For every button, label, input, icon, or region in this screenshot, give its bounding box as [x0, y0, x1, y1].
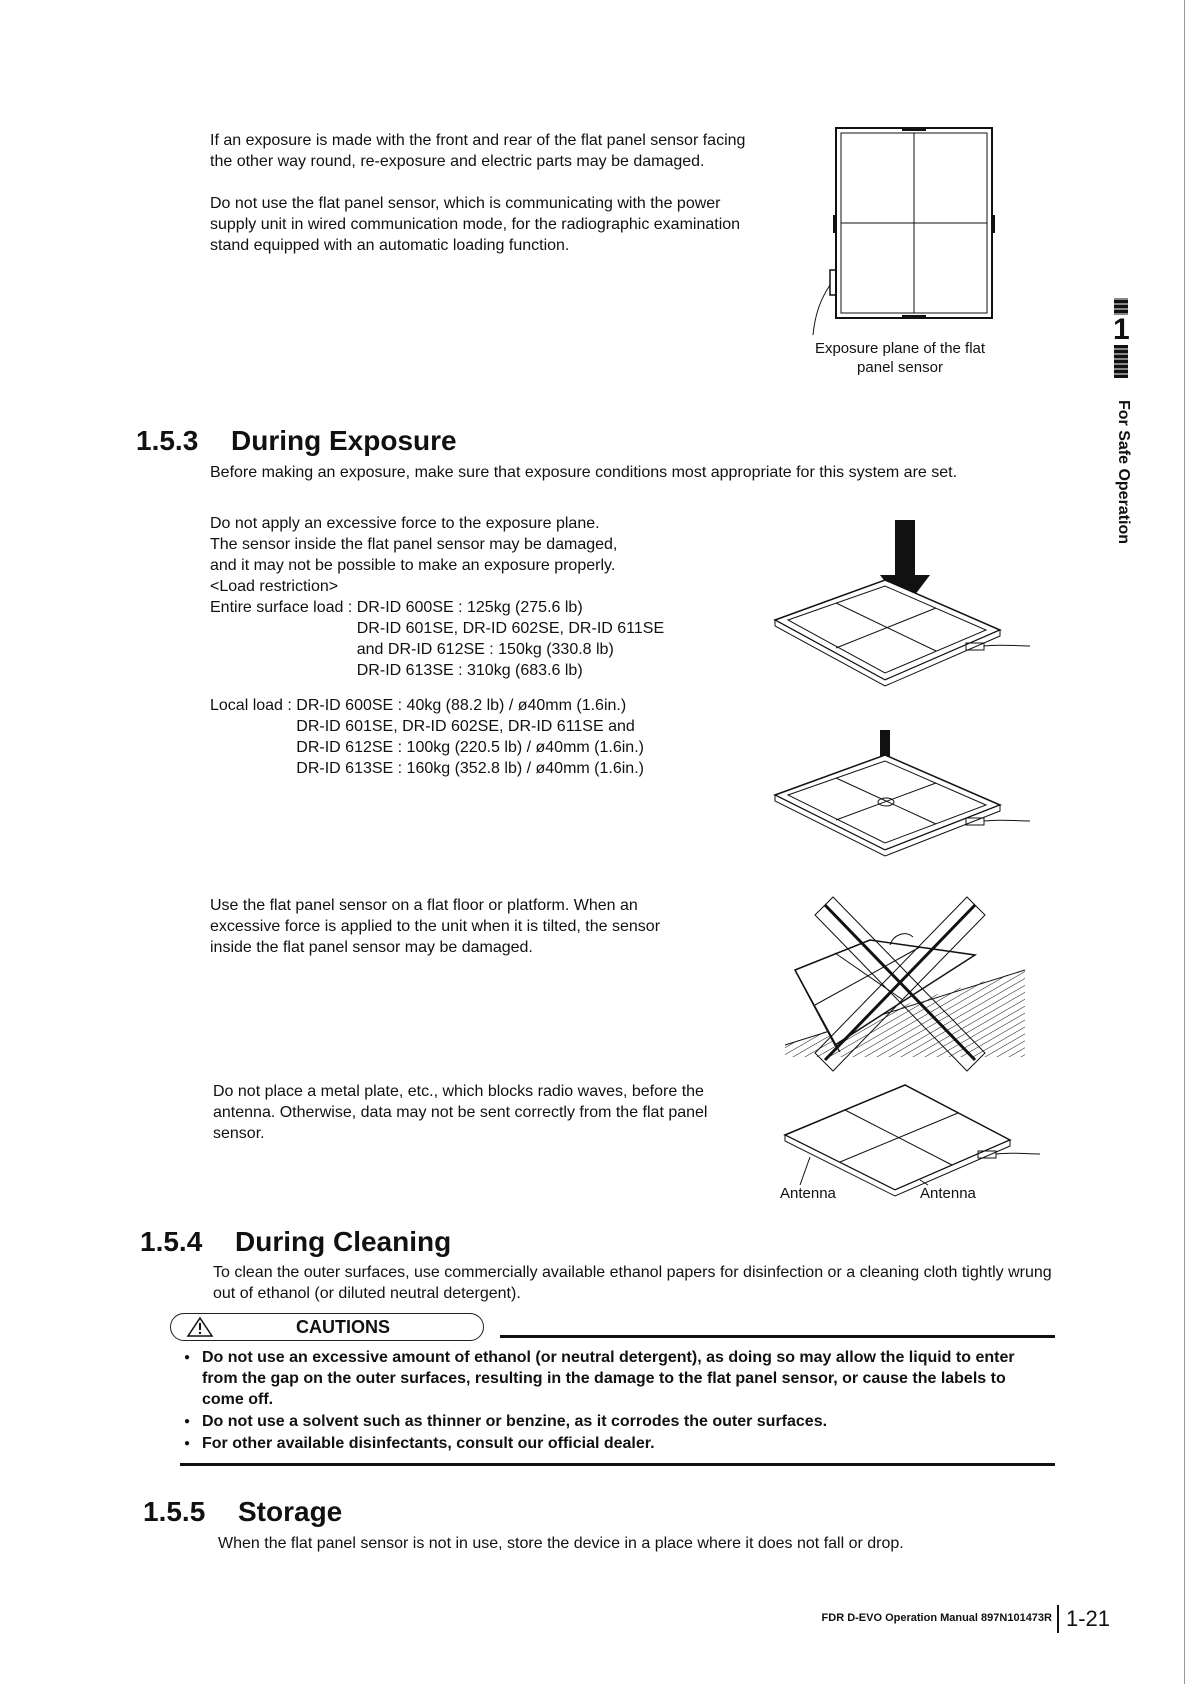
local-load-value: DR-ID 613SE : 160kg (352.8 lb) / ø40mm (1.6in.)	[296, 760, 644, 777]
force-line: and it may not be possible to make an exposure properly.	[210, 557, 616, 574]
cautions-box	[170, 1313, 484, 1341]
section-number: 1.5.3	[136, 425, 199, 456]
chapter-title: For Safe Operation	[1115, 400, 1132, 545]
antenna-label-left: Antenna	[780, 1185, 836, 1202]
section-heading-155	[143, 1496, 342, 1528]
intro-paragraph-1: If an exposure is made with the front and rear of the flat panel sensor facing the other way round, re-exposure and electric parts may be damaged.	[210, 132, 746, 170]
cautions-list	[180, 1347, 1050, 1455]
force-line: Do not apply an excessive force to the exposure plane.	[210, 515, 600, 532]
section-number: 1.5.5	[143, 1496, 206, 1527]
flat-floor-warning: Use the flat panel sensor on a flat floor or platform. When an excessive force is applied to the unit when it is tilted, the sensor inside the flat panel sensor may be damaged.	[210, 897, 661, 956]
local-load	[210, 695, 770, 779]
antenna-label-right: Antenna	[920, 1185, 976, 1202]
warning-triangle-icon	[187, 1317, 213, 1337]
section-heading-153	[136, 425, 457, 457]
entire-load-value: DR-ID 613SE : 310kg (683.6 lb)	[356, 662, 583, 679]
chapter-number: 1	[1113, 313, 1130, 346]
section-number: 1.5.4	[140, 1226, 203, 1257]
cleaning-intro: To clean the outer surfaces, use commercially available ethanol papers for disinfection or a cleaning cloth tightly wrung out of ethanol (or diluted neutral detergent).	[213, 1264, 1052, 1302]
entire-load-figure	[770, 520, 1030, 690]
caution-item: ● Do not use an excessive amount of ethanol (or neutral detergent), as doing so may allow the liquid to enter from the gap on the outer surfaces, resulting in the damage to the flat panel sensor, or cause the labels to come off.	[180, 1347, 1050, 1410]
local-load-value: DR-ID 600SE : 40kg (88.2 lb) / ø40mm (1.6in.)	[296, 697, 627, 714]
load-restriction-heading: <Load restriction>	[210, 578, 339, 595]
entire-load-value: and DR-ID 612SE : 150kg (330.8 lb)	[356, 641, 614, 658]
force-line: The sensor inside the flat panel sensor may be damaged,	[210, 536, 618, 553]
entire-load-value: DR-ID 601SE, DR-ID 602SE, DR-ID 611SE	[356, 620, 665, 637]
entire-load-label: Entire surface load :	[210, 599, 357, 616]
entire-surface-load	[210, 597, 770, 681]
metal-plate-warning: Do not place a metal plate, etc., which blocks radio waves, before the antenna. Otherwise, data may not be sent correctly from the flat panel sensor.	[213, 1083, 708, 1142]
figure-caption: Exposure plane of the flat panel sensor	[814, 340, 986, 376]
cautions-bottom-rule	[180, 1463, 1055, 1466]
intro-text	[210, 130, 750, 256]
cautions-label: CAUTIONS	[296, 1317, 390, 1337]
tilted-sensor-figure	[785, 895, 1025, 1070]
footer-divider	[1057, 1605, 1059, 1633]
antenna-figure	[780, 1080, 1040, 1195]
section-title: During Cleaning	[235, 1226, 452, 1257]
caution-item: ● Do not use a solvent such as thinner or benzine, as it corrodes the outer surfaces.	[180, 1411, 1050, 1432]
section-title: During Exposure	[231, 425, 457, 456]
local-load-value: DR-ID 612SE : 100kg (220.5 lb) / ø40mm (1.6in.)	[296, 739, 644, 756]
local-load-value: DR-ID 601SE, DR-ID 602SE, DR-ID 611SE and	[296, 718, 635, 735]
exposure-intro: Before making an exposure, make sure that exposure conditions most appropriate for this system are set.	[210, 464, 958, 481]
cautions-top-rule	[500, 1335, 1055, 1338]
entire-load-value: DR-ID 600SE : 125kg (275.6 lb)	[356, 599, 583, 616]
footer-manual-id: FDR D-EVO Operation Manual 897N101473R	[821, 1612, 1052, 1624]
section-heading-154	[140, 1226, 451, 1258]
force-warning	[210, 513, 770, 779]
intro-paragraph-2: Do not use the flat panel sensor, which is communicating with the power supply unit in wired communication mode, for the radiographic examination stand equipped with an automatic loading function.	[210, 195, 741, 254]
page-edge	[1184, 0, 1185, 1684]
page-number: 1-21	[1066, 1606, 1111, 1631]
local-load-figure	[770, 725, 1030, 845]
caution-item: ● For other available disinfectants, consult our official dealer.	[180, 1433, 1050, 1454]
storage-text: When the flat panel sensor is not in use, store the device in a place where it does not fall or drop.	[218, 1535, 904, 1552]
section-title: Storage	[238, 1496, 343, 1527]
local-load-label: Local load :	[210, 697, 297, 714]
flat-panel-front-figure	[810, 125, 1000, 350]
